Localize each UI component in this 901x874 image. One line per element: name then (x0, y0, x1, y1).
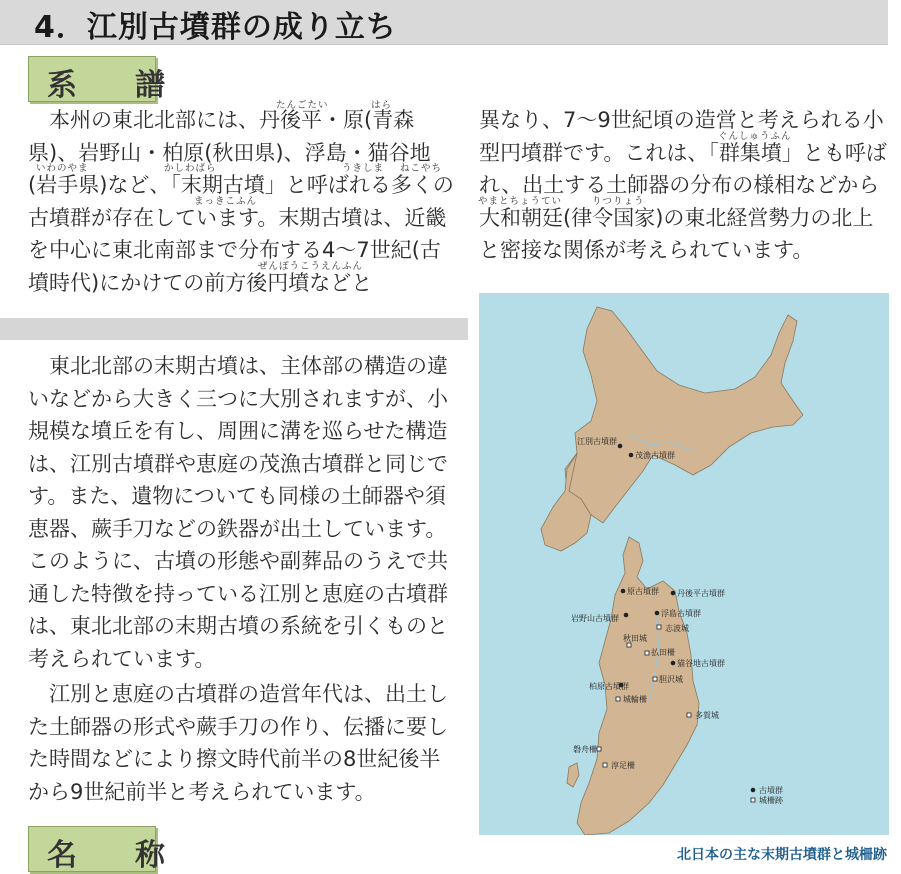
paragraph-left-1: 本州の東北北部には、丹後平・原(青森県)、岩野山・柏原(秋田県)、浮島・猫谷地(岩手県)など、「末期古墳」と呼ばれる多くの古墳群が存在しています。末期古墳は、近畿を中心に東北南部まで分布する4～7世紀(古墳時代)にかけての前方後円墳などと (28, 108, 454, 295)
site-dot-ebetsu (618, 444, 623, 449)
site-dot-ukishima (655, 611, 660, 616)
section-tab-keifu (28, 56, 179, 103)
north-japan-map (479, 293, 889, 835)
legend-dot-icon (751, 788, 756, 793)
site-dot-hara (621, 589, 626, 594)
paragraph-left-3: 江別と恵庭の古墳群の造営年代は、出土した土師器の形式や蕨手刀の作り、伝播に要した時間などにより擦文時代前半の8世紀後半から9世紀前半と考えられています。 (28, 682, 448, 804)
ruby-ukishima: うきしま (342, 163, 385, 174)
label-moizari: 茂漁古墳群 (635, 451, 675, 460)
label-kashiwabara: 柏原古墳群 (589, 682, 629, 691)
legend-kofun: 古墳群 (759, 786, 783, 795)
label-shiwa: 志波城 (665, 624, 689, 633)
legend-castle: 城柵跡 (759, 796, 783, 805)
map-caption: 北日本の主な末期古墳群と城柵跡 (677, 847, 887, 863)
site-dot-tangotai (671, 591, 676, 596)
castle-hotta (645, 651, 649, 655)
section-label-meisho: 名 称 (47, 838, 179, 873)
map-svg (479, 293, 889, 835)
castle-taga (687, 713, 691, 717)
castle-shiwa (657, 625, 661, 629)
sado-island (567, 763, 579, 787)
castle-akita (627, 643, 631, 647)
castle-jowa (616, 697, 620, 701)
section-label-keifu: 系 譜 (47, 68, 179, 103)
castle-isawa (653, 677, 657, 681)
castle-nutari (597, 747, 601, 751)
label-nutari: 磐舟柵 (573, 745, 597, 754)
ruby-nekoyachi: ねこやち (400, 163, 443, 174)
legend-square-icon (751, 798, 755, 802)
ruby-ritsuryo: りつりょう (592, 196, 645, 207)
ruby-makkikofun: まっきこふん (194, 196, 258, 207)
ruby-kashiwabara: かしわばら (164, 163, 217, 174)
paragraph-right-1: 異なり、7～9世紀頃の造営と考えられる小 型円墳群です。これは、「群集墳」とも呼ば れ、出土する土師器の分布の様相などから 大和朝廷(律令国家)の東北経営勢力の北上 と密接な関係が考えられています。 (479, 108, 887, 262)
section-tab-meisho (28, 826, 179, 873)
page-title: 4．江別古墳群の成り立ち (34, 10, 397, 45)
hokkaido-land (565, 307, 803, 523)
label-tangotai: 丹後平古墳群 (677, 589, 725, 598)
label-jowa: 城輪柵 (623, 695, 647, 704)
ruby-hara: はら (371, 100, 393, 111)
label-isawa: 胆沢城 (659, 675, 683, 684)
castle-nuttari (603, 763, 607, 767)
ruby-tangotai: たんごたい (276, 100, 329, 111)
label-ebetsu: 江別古墳群 (577, 437, 617, 446)
label-hotta: 払田柵 (651, 648, 675, 657)
site-dot-nekoyachi (671, 661, 676, 666)
ruby-gunshufun: ぐんしゅうふん (718, 131, 792, 142)
site-dot-iwanoyama (624, 613, 629, 618)
label-akita: 秋田城 (623, 634, 647, 643)
label-hara: 原古墳群 (627, 587, 659, 596)
ruby-zenpokoenfun: ぜんぽうこうえんふん (258, 261, 364, 272)
label-nuttari: 淳足柵 (611, 761, 635, 770)
ruby-iwanoyama: いわのやま (36, 163, 89, 174)
label-iwanoyama: 岩野山古墳群 (571, 614, 619, 623)
label-taga: 多賀城 (695, 711, 719, 720)
section-divider (0, 318, 468, 340)
paragraph-left-2: 東北北部の末期古墳は、主体部の構造の違いなどから大きく三つに大別されますが、小規模な墳丘を有し、周囲に溝を巡らせた構造は、江別古墳群や恵庭の茂漁古墳群と同じです。また、遺物についても同様の土師器や須恵器、蕨手刀などの鉄器が出土しています。このように、古墳の形態や副葬品のうえで共通した特徴を持っている江別と恵庭の古墳群は、東北北部の末期古墳の系統を引くものと考えられています。 (28, 354, 448, 671)
label-nekoyachi: 猫谷地古墳群 (677, 659, 725, 668)
site-dot-moizari (629, 453, 634, 458)
label-ukishima: 浮島古墳群 (661, 609, 701, 618)
ruby-yamatochotei: やまとちょうてい (478, 196, 563, 207)
